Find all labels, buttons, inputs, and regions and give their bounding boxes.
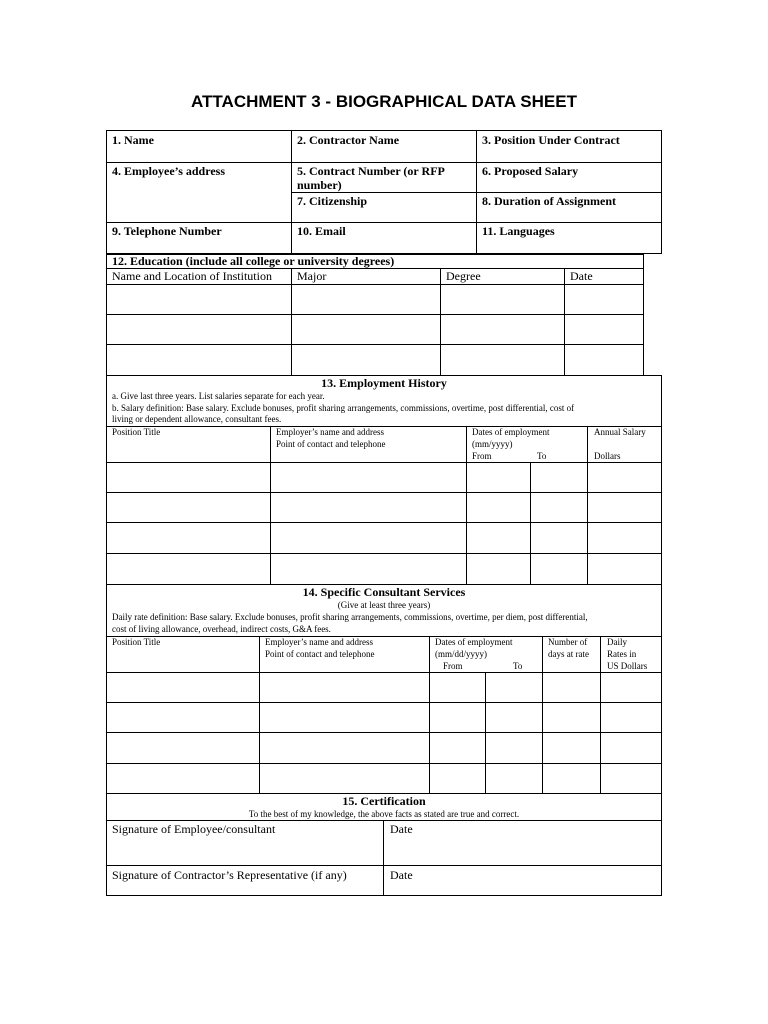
consultant-subheading: (Give at least three years) — [337, 600, 431, 610]
employment-col-employer-contact: Point of contact and telephone — [276, 439, 386, 449]
education-row-3[interactable] — [107, 345, 644, 375]
consultant-col-employer: Employer’s name and address — [265, 637, 374, 647]
consultant-heading: 14. Specific Consultant Services — [302, 585, 466, 599]
page-title: ATTACHMENT 3 - BIOGRAPHICAL DATA SHEET — [191, 92, 577, 111]
employee-signature-label: Signature of Employee/consultant — [112, 822, 276, 836]
employee-signature-date-field[interactable] — [384, 821, 662, 865]
education-col-institution: Name and Location of Institution — [112, 269, 272, 283]
education-col-degree: Degree — [446, 269, 481, 283]
employment-col-employer: Employer’s name and address — [276, 427, 385, 437]
employment-heading: 13. Employment History — [321, 376, 447, 390]
employment-col-to: To — [537, 451, 547, 461]
representative-signature-label: Signature of Contractor’s Representative (if any) — [112, 868, 347, 882]
consultant-col-from: From — [443, 661, 463, 671]
employment-row-3[interactable] — [107, 523, 662, 553]
employment-row-2[interactable] — [107, 493, 662, 522]
contractor-name-label: 2. Contractor Name — [297, 133, 400, 147]
languages-label: 11. Languages — [482, 224, 555, 238]
employment-note-a: a. Give last three years. List salaries separate for each year. — [112, 391, 325, 401]
position-under-contract-label: 3. Position Under Contract — [482, 133, 620, 147]
certification-statement: To the best of my knowledge, the above facts as stated are true and correct. — [248, 809, 520, 819]
email-label: 10. Email — [297, 224, 346, 238]
employment-note-b-cont: living or dependent allowance, consultant fees. — [112, 414, 282, 424]
employment-note-b: b. Salary definition: Base salary. Exclude bonuses, profit sharing arrangements, commissions, overtime, post differential, cost of — [112, 403, 575, 413]
employment-col-salary: Annual Salary — [594, 427, 646, 437]
employment-row-4[interactable] — [107, 554, 662, 584]
consultant-row-4[interactable] — [107, 764, 662, 793]
consultant-col-employer-contact: Point of contact and telephone — [265, 649, 375, 659]
employment-col-dates-format: (mm/yyyy) — [472, 439, 513, 449]
duration-of-assignment-label: 8. Duration of Assignment — [482, 194, 617, 208]
certification-heading: 15. Certification — [342, 794, 426, 808]
consultant-col-dates-format: (mm/dd/yyyy) — [435, 649, 487, 659]
consultant-col-to: To — [513, 661, 523, 671]
consultant-col-days-cont: days at rate — [548, 649, 589, 659]
consultant-col-position: Position Title — [112, 637, 161, 647]
employment-row-1[interactable] — [107, 463, 662, 492]
consultant-row-3[interactable] — [107, 733, 662, 763]
citizenship-label: 7. Citizenship — [297, 194, 368, 208]
education-row-2[interactable] — [107, 315, 644, 344]
education-heading: 12. Education (include all college or university degrees) — [112, 254, 395, 268]
consultant-col-rates-unit: US Dollars — [607, 661, 648, 671]
education-row-1[interactable] — [107, 285, 644, 314]
education-col-date: Date — [570, 269, 593, 283]
consultant-row-2[interactable] — [107, 703, 662, 732]
employee-address-label: 4. Employee’s address — [112, 164, 226, 178]
representative-signature-date-field[interactable] — [384, 866, 662, 895]
representative-date-label: Date — [390, 868, 413, 882]
employee-date-label: Date — [390, 822, 413, 836]
contract-number-label-cont: number) — [297, 178, 342, 192]
telephone-number-label: 9. Telephone Number — [112, 224, 222, 238]
consultant-col-rates-cont: Rates in — [607, 649, 637, 659]
employment-col-dates: Dates of employment — [472, 427, 550, 437]
consultant-col-days: Number of — [548, 637, 588, 647]
proposed-salary-label: 6. Proposed Salary — [482, 164, 579, 178]
education-col-major: Major — [297, 269, 327, 283]
employment-col-position: Position Title — [112, 427, 161, 437]
contract-number-label: 5. Contract Number (or RFP — [297, 164, 445, 178]
employment-col-from: From — [472, 451, 492, 461]
employment-col-salary-unit: Dollars — [594, 451, 621, 461]
consultant-note-cont: cost of living allowance, overhead, indirect costs, G&A fees. — [112, 624, 331, 634]
consultant-col-dates: Dates of employment — [435, 637, 513, 647]
consultant-note: Daily rate definition: Base salary. Exclude bonuses, profit sharing arrangements, commissions, overtime, per diem, post differential, — [112, 612, 588, 622]
name-label: 1. Name — [112, 133, 154, 147]
consultant-row-1[interactable] — [107, 673, 662, 702]
consultant-col-rates: Daily — [607, 637, 627, 647]
